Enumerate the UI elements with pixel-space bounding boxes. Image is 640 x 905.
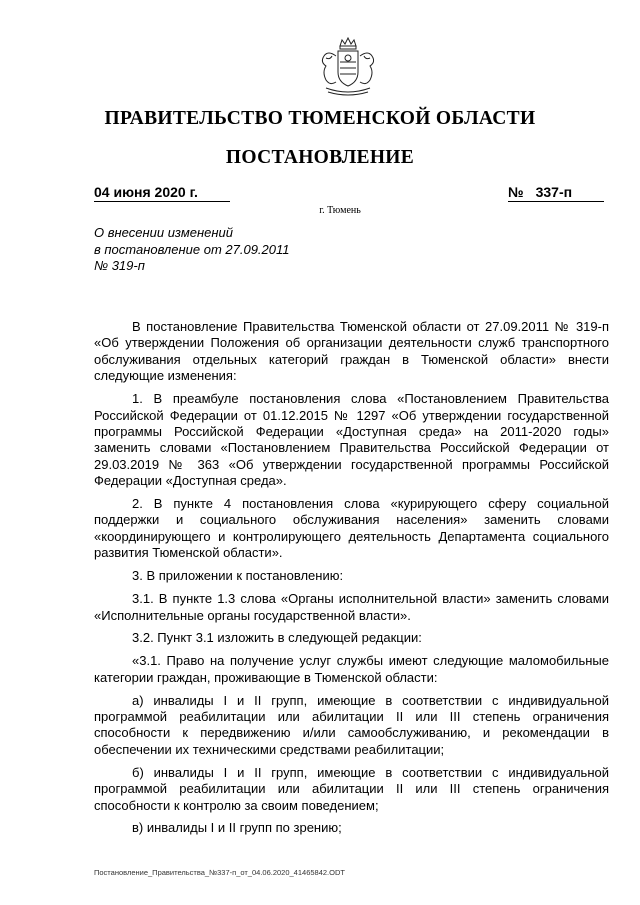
city: г. Тюмень: [319, 205, 361, 216]
subject-line: в постановление от 27.09.2011: [94, 241, 290, 257]
subject-line: О внесении изменений: [94, 225, 233, 240]
file-footer: Постановление_Правительства_№337-п_от_04.06.2020_41465842.ODT: [94, 868, 345, 877]
paragraph: 3.2. Пункт 3.1 изложить в следующей редакции:: [132, 630, 422, 646]
paragraph: в) инвалиды I и II групп по зрению;: [132, 820, 342, 836]
paragraph: 2. В пункте 4 постановления слова «курирующего сферу социальной поддержки и социального обслуживания населения» заменить словами «координирующего и контролирующего деятельность Департамента социального развития Тюменской области».: [94, 496, 609, 561]
government-title: ПРАВИТЕЛЬСТВО ТЮМЕНСКОЙ ОБЛАСТИ: [104, 108, 536, 129]
number-prefix: №: [508, 184, 524, 200]
paragraph: 1. В преамбуле постановления слова «Постановлением Правительства Российской Федерации от 01.12.2015 № 1297 «Об утверждении государственной программы Российской Федерации «Доступная среда» на 2011-2020 годы» заменить словами «Постановлением Правительства Российской Федерации от 29.03.2019 № 363 «Об утверждении государственной программы Российской Федерации «Доступная среда».: [94, 391, 609, 489]
document-body: [94, 319, 609, 843]
document-number: [508, 184, 604, 202]
paragraph: 3.1. В пункте 1.3 слова «Органы исполнительной власти» заменить словами «Исполнительные органы государственной власти».: [94, 591, 609, 623]
paragraph: б) инвалиды I и II групп, имеющие в соответствии с индивидуальной программой реабилитации или абилитации II или III степень ограничения способности к контролю за своим поведением;: [94, 764, 609, 813]
document-type: ПОСТАНОВЛЕНИЕ: [225, 147, 415, 168]
paragraph: а) инвалиды I и II групп, имеющие в соответствии с индивидуальной программой реабилитации или абилитации II или III степень ограничения способности к передвижению и/или самообслуживанию, и рекомендации в обеспечении их техническими средствами реабилитации;: [94, 692, 609, 757]
paragraph: «3.1. Право на получение услуг службы имеют следующие маломобильные категории граждан, проживающие в Тюменской области:: [94, 653, 609, 685]
subject-line: № 319-п: [94, 258, 145, 273]
document-subject: [94, 225, 290, 275]
number-value: 337-п: [535, 184, 573, 200]
paragraph: В постановление Правительства Тюменской области от 27.09.2011 № 319-п «Об утверждении Положения об организации деятельности служб транспортного обслуживания отдельных категорий граждан в Тюменской области» внести следующие изменения:: [94, 319, 609, 384]
coat-of-arms-icon: [312, 36, 384, 98]
document-date: 04 июня 2020 г.: [94, 184, 230, 202]
paragraph: 3. В приложении к постановлению:: [132, 568, 344, 584]
